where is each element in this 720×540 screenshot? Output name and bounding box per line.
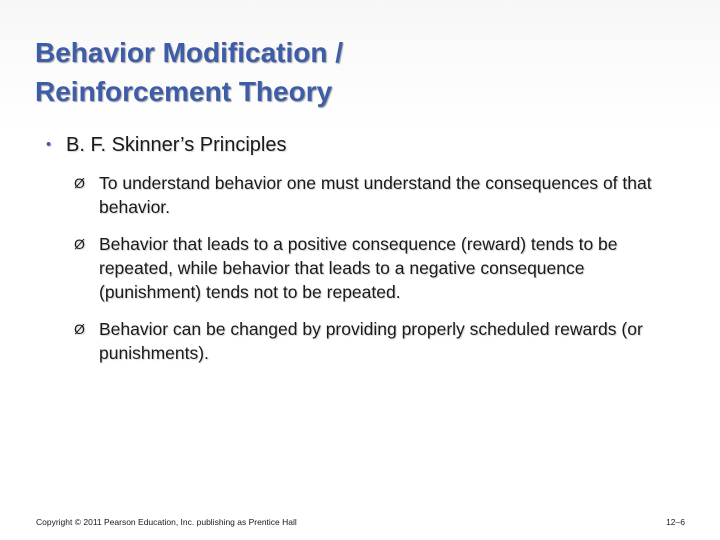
slide-title-line-1: Behavior Modification /: [35, 37, 344, 68]
sub-bullet-2: [74, 232, 674, 304]
bullet-dot-icon: •: [46, 136, 52, 153]
sub-bullet-1: [74, 171, 674, 219]
arrow-bullet-icon: Ø: [74, 321, 85, 337]
sub-bullet-text: Behavior can be changed by providing properly scheduled rewards (or punishments).: [99, 319, 643, 363]
page-number: 12–6: [666, 517, 685, 527]
arrow-bullet-icon: Ø: [74, 236, 85, 252]
sub-bullet-3: [74, 317, 674, 365]
main-bullet: [46, 132, 686, 158]
sub-bullet-text: To understand behavior one must understand the consequences of that behavior.: [99, 173, 652, 217]
slide-title-line-2: Reinforcement Theory: [35, 76, 333, 107]
arrow-bullet-icon: Ø: [74, 175, 85, 191]
main-bullet-text: B. F. Skinner’s Principles: [66, 134, 287, 156]
footer-copyright: Copyright © 2011 Pearson Education, Inc. publishing as Prentice Hall: [36, 517, 297, 527]
sub-bullet-text: Behavior that leads to a positive consequence (reward) tends to be repeated, while behavior that leads to a negative consequence (punishment) tends not to be repeated.: [99, 234, 618, 302]
slide-title: [35, 33, 695, 111]
